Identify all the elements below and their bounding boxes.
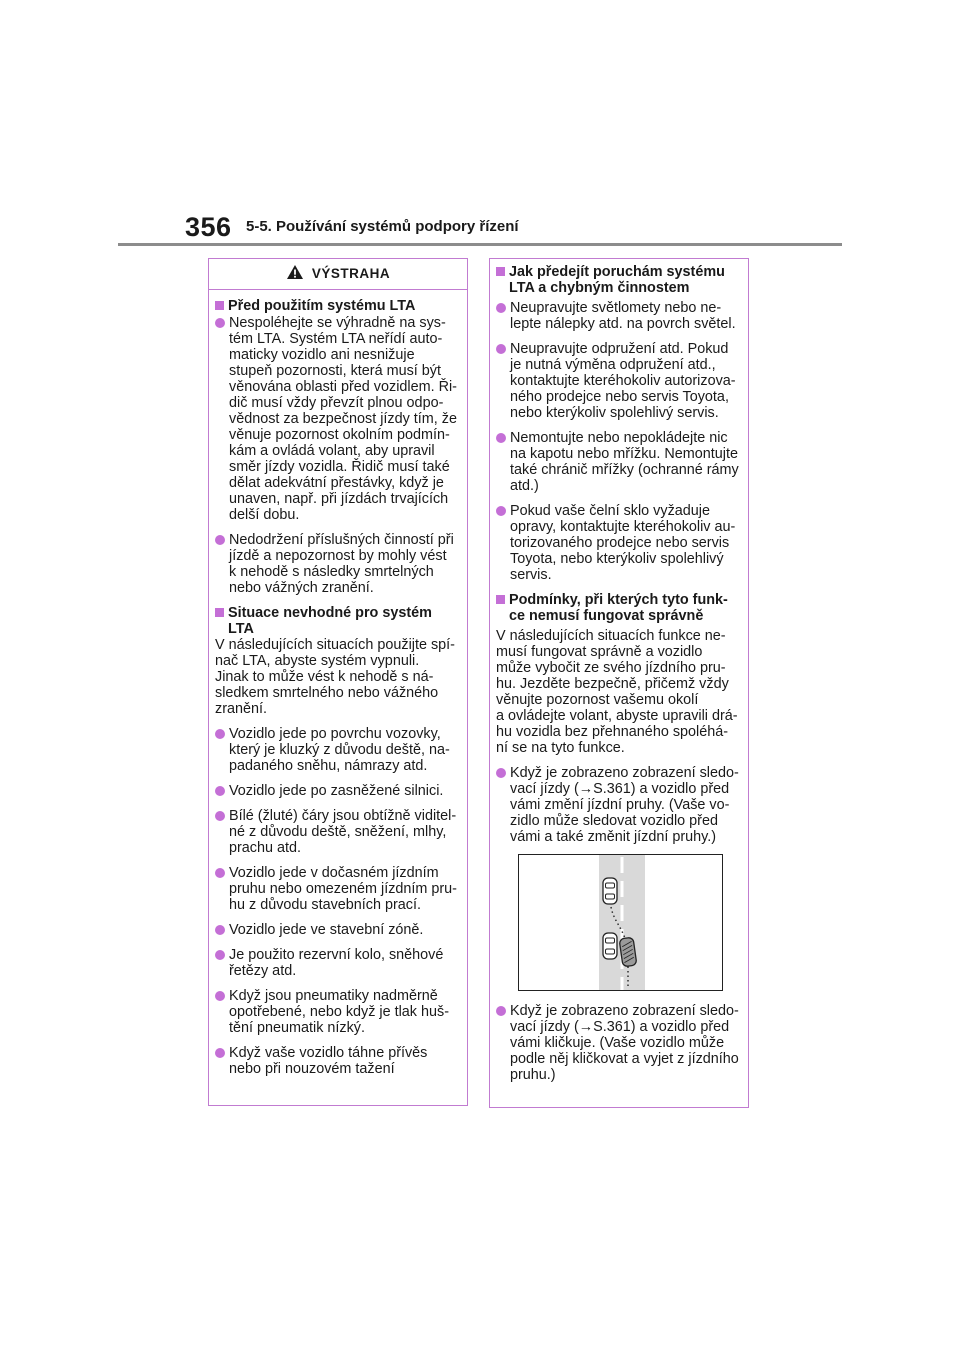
bullet-dot-icon (215, 868, 225, 878)
heading-square-icon (215, 608, 224, 617)
car-icon (603, 933, 617, 959)
right-heading-1 (496, 264, 742, 296)
warning-box (208, 258, 468, 1106)
header-divider (118, 243, 842, 246)
bullet-dot-icon (215, 991, 225, 1001)
list-item-text: Nemontujte nebo nepokládejte nic na kapotu nebo mřížku. Nemontujte také chránič mřížky (ochranné rámy atd.) (510, 430, 739, 494)
list-item (215, 988, 461, 1036)
bullet-dot-icon (496, 506, 506, 516)
bullet-dot-icon (215, 786, 225, 796)
heading-text: Před použitím systému LTA (228, 298, 416, 314)
list-item (215, 865, 461, 913)
car-icon (603, 878, 617, 904)
list-item (496, 503, 742, 583)
road-surface (599, 855, 645, 990)
right-heading-2 (496, 592, 742, 624)
bullet-dot-icon (496, 433, 506, 443)
bullet-dot-icon (496, 768, 506, 778)
bullet-dot-icon (215, 950, 225, 960)
lane-change-diagram (518, 854, 723, 991)
list-item (215, 922, 461, 938)
list-item-text: Když jsou pneumatiky nadměrně opotřebené, nebo když je tlak huš- tění pneumatik nízký. (229, 988, 449, 1036)
section-title: 5-5. Používání systémů podpory řízení (246, 218, 519, 235)
list-item-text: Vozidlo jede po povrchu vozovky, který je kluzký z důvodu deště, na- padaného sněhu, námrazy atd. (229, 726, 450, 774)
heading-text: Situace nevhodné pro systém LTA (228, 605, 432, 637)
heading-square-icon (496, 267, 505, 276)
warning-heading-2 (215, 605, 461, 637)
list-item (496, 430, 742, 494)
heading-text: Jak předejít poruchám systému LTA a chybným činnostem (509, 264, 725, 296)
bullet-dot-icon (215, 729, 225, 739)
bullet-dot-icon (215, 535, 225, 545)
warning-heading-1 (215, 298, 461, 314)
bullet-dot-icon (496, 344, 506, 354)
right-box (489, 258, 749, 1108)
list-item (496, 300, 742, 332)
heading-square-icon (215, 301, 224, 310)
warning-triangle-icon (286, 264, 304, 284)
list-item (215, 726, 461, 774)
warning-label: VÝSTRAHA (311, 266, 391, 281)
list-item-text: Když je zobrazeno zobrazení sledo- vací jízdy (→S.361) a vozidlo před vámi kličkuje. (Vaše vozidlo může podle něj kličkovat a vyjet z jízdního pruhu.) (510, 1003, 739, 1083)
intro-paragraph: V následujících situacích funkce ne- musí fungovat správně a vozidlo může vybočit ze svého jízdního pru- hu. Jezděte bezpečně, přičemž vždy věnujte pozornost vašemu okolí a ovládejte volant, abyste upravili drá- hu vozidla bez přehnaného spoléhá- ní se na tyto funkce. (496, 628, 738, 756)
list-item-text: Když vaše vozidlo táhne přívěs nebo při nouzovém tažení (229, 1045, 428, 1077)
bullet-dot-icon (496, 303, 506, 313)
bullet-dot-icon (496, 1006, 506, 1016)
warning-header (209, 259, 467, 290)
intro-paragraph: V následujících situacích použijte spí- nač LTA, abyste systém vypnuli. Jinak to může vést k nehodě s ná- sledkem smrtelného nebo vážného zranění. (215, 637, 455, 717)
list-item (215, 808, 461, 856)
list-item (215, 1045, 461, 1077)
bullet-dot-icon (215, 925, 225, 935)
bullet-dot-icon (215, 318, 225, 328)
page-number: 356 (185, 212, 232, 242)
list-item-text: Bílé (žluté) čáry jsou obtížně viditel- né z důvodu deště, sněžení, mlhy, prachu atd. (229, 808, 457, 856)
list-item-text: Nedodržení příslušných činností při jízdě a nepozornost by mohly vést k nehodě s následky smrtelných nebo vážných zranění. (229, 532, 454, 596)
list-item (496, 765, 742, 845)
list-item (215, 315, 461, 523)
list-item-text: Neupravujte odpružení atd. Pokud je nutná výměna odpružení atd., kontaktujte kteréhokoliv autorizova- ného prodejce nebo servis Toyota, nebo kterýkoliv spolehlivý servis. (510, 341, 736, 421)
list-item-text: Je použito rezervní kolo, sněhové řetězy atd. (229, 947, 444, 979)
list-item (215, 947, 461, 979)
list-item (496, 1003, 742, 1083)
list-item-text: Vozidlo jede v dočasném jízdním pruhu nebo omezeném jízdním pru- hu z důvodu stavebních prací. (229, 865, 457, 913)
own-vehicle-car-icon (619, 937, 637, 967)
bullet-dot-icon (215, 1048, 225, 1058)
list-item (215, 783, 461, 799)
list-item-text: Neupravujte světlomety nebo ne- lepte nálepky atd. na povrch světel. (510, 300, 736, 332)
heading-text: Podmínky, při kterých tyto funk- ce nemusí fungovat správně (509, 592, 728, 624)
list-item-text: Když je zobrazeno zobrazení sledo- vací jízdy (→S.361) a vozidlo před vámi změní jízdní pruhy. (Vaše vo- zidlo může sledovat vozidlo před vámi a také změnit jízdní pruhy.) (510, 765, 739, 845)
bullet-dot-icon (215, 811, 225, 821)
list-item-text: Vozidlo jede ve stavební zóně. (229, 922, 424, 938)
list-item (215, 532, 461, 596)
list-item-text: Pokud vaše čelní sklo vyžaduje opravy, kontaktujte kteréhokoliv au- torizovaného prodejce nebo servis Toyota, nebo kterýkoliv spolehlivý servis. (510, 503, 736, 583)
list-item (496, 341, 742, 421)
heading-square-icon (496, 595, 505, 604)
list-item-text: Nespoléhejte se výhradně na sys- tém LTA. Systém LTA neřídí auto- maticky vozidlo ani nesnižuje stupeň pozornosti, která musí být věnována oblasti před vozidlem. Ři- dič musí vždy převzít plnou odpo- vědnost za bezpečnost jízdy tím, že věnuje pozornost okolním podmín- kám a ovládá volant, aby upravil směr jízdy vozidla. Řidič musí také dělat adekvátní přestávky, když je unaven, např. při jízdách trvajících delší dobu. (229, 315, 457, 523)
list-item-text: Vozidlo jede po zasněžené silnici. (229, 783, 444, 799)
